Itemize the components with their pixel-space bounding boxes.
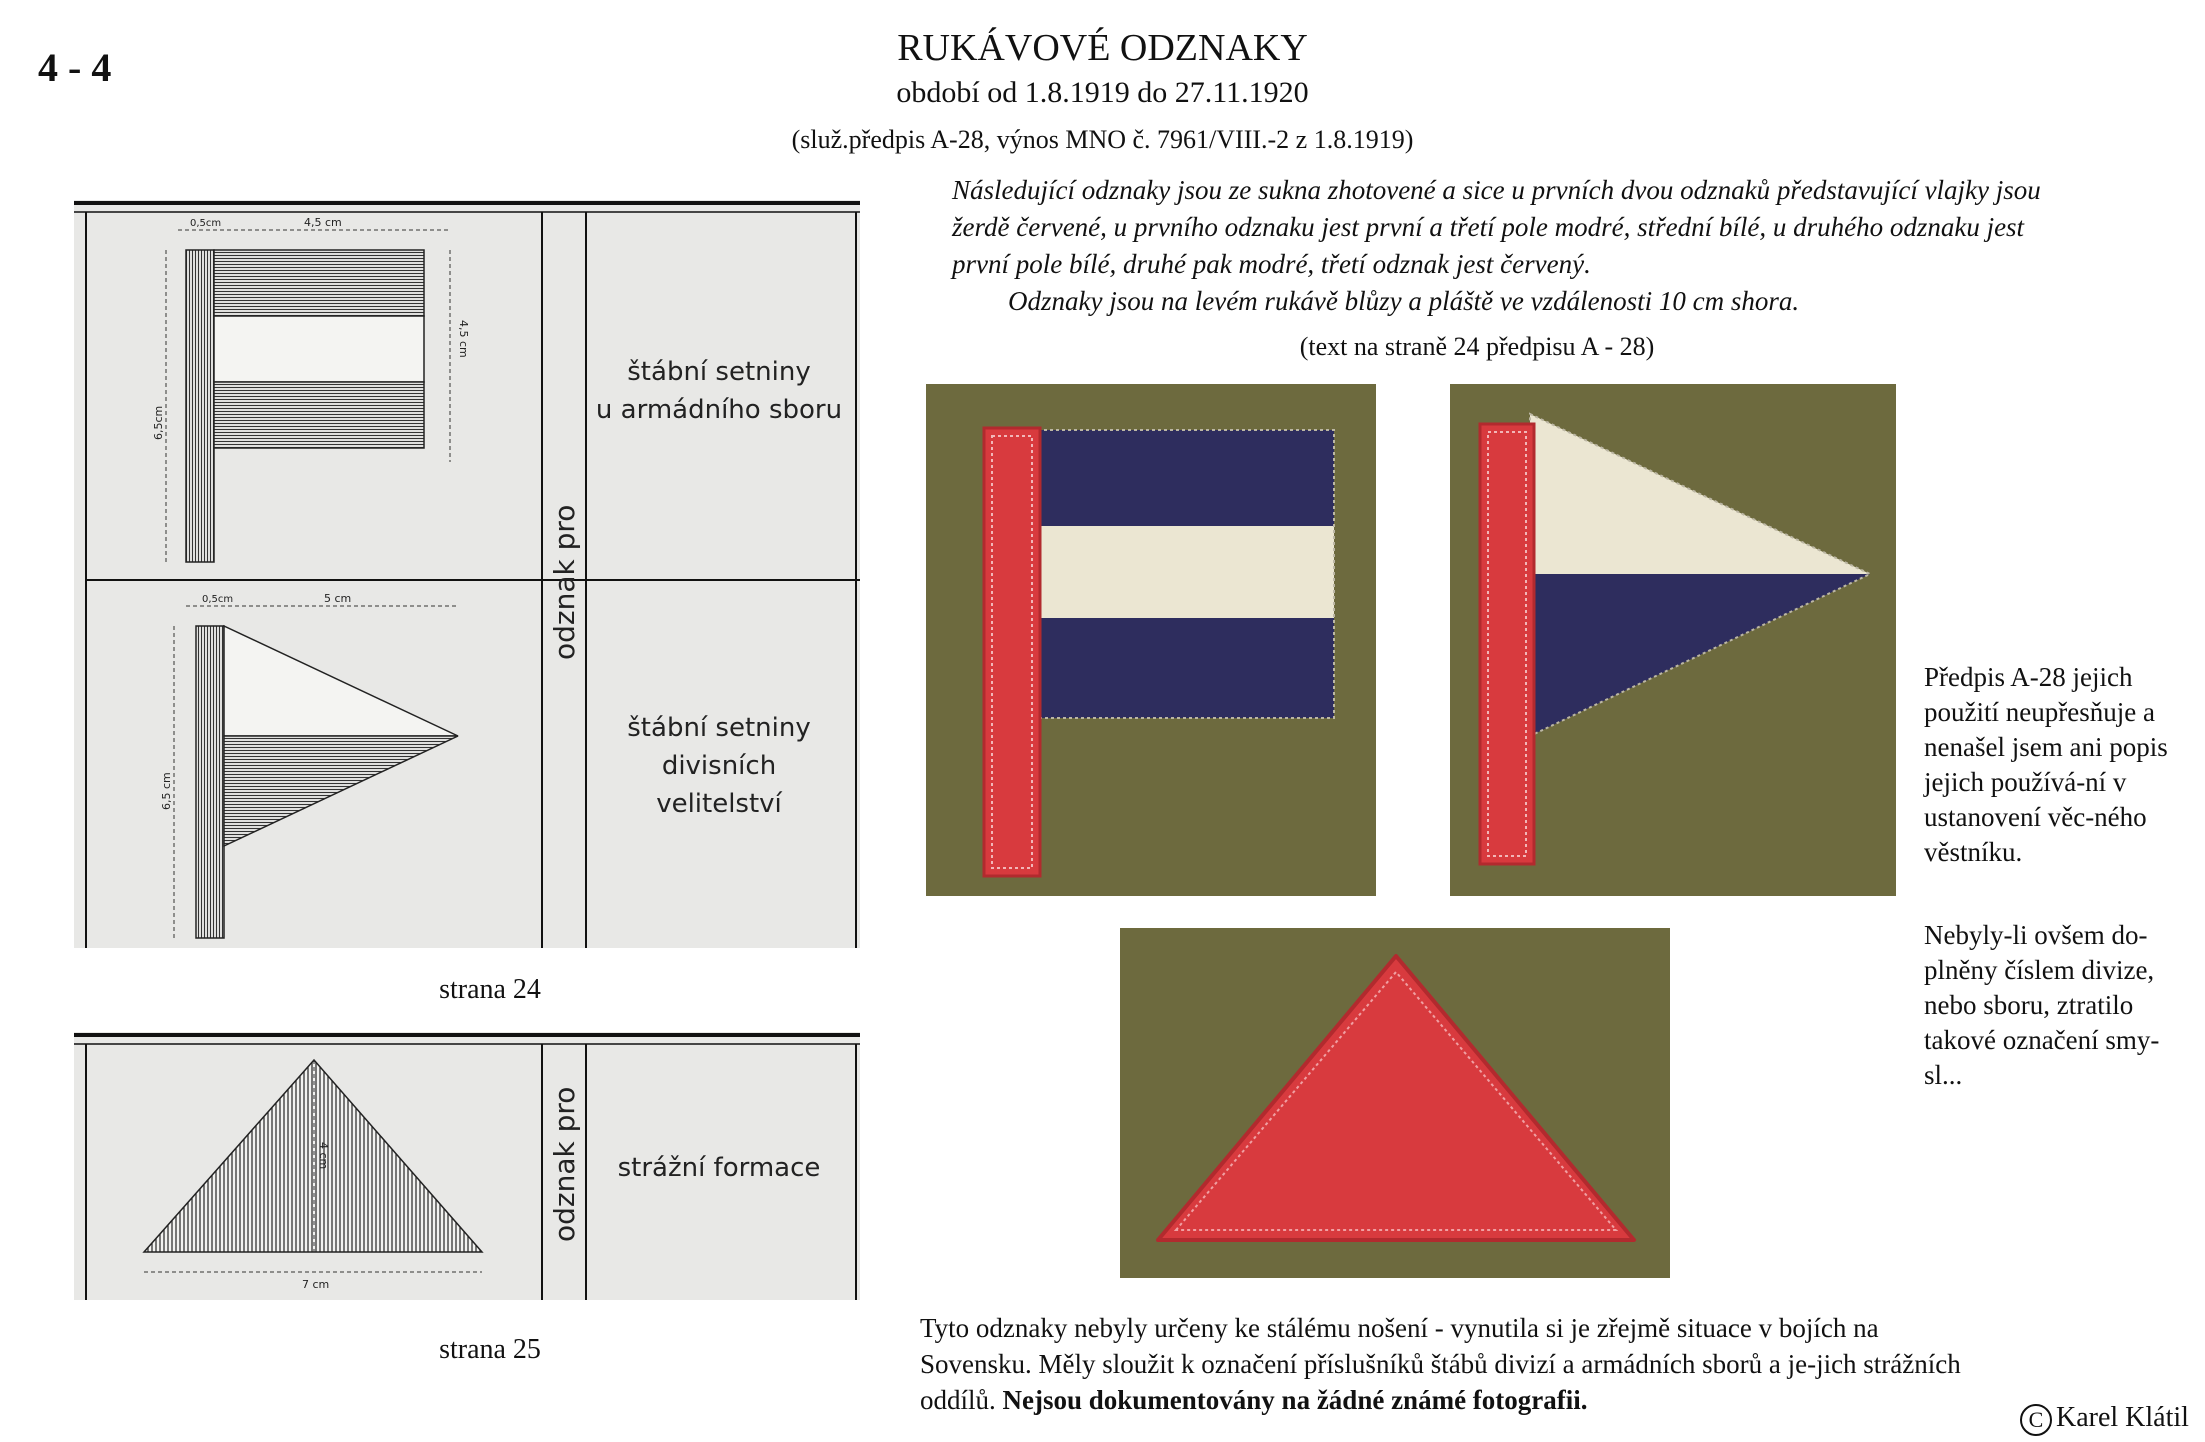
- triangle-badge-drawing: [144, 1060, 482, 1252]
- pennant-badge-graphic: [1450, 384, 1896, 896]
- page-number: 4 - 4: [38, 45, 112, 90]
- page-title: RUKÁVOVÉ ODZNAKY: [897, 27, 1308, 69]
- photo-triangle-badge: [1120, 928, 1670, 1278]
- photo-pennant-badge: [1450, 384, 1896, 896]
- period-subtitle: období od 1.8.1919 do 27.11.1920: [896, 76, 1309, 109]
- vertical-label-odznak-pro-2: odznak pro: [548, 1086, 581, 1242]
- dim-base-label: 7 cm: [302, 1278, 330, 1291]
- scan-page-24-drawing: [74, 200, 860, 948]
- flag1-bottom-stripe: [214, 382, 424, 448]
- dim-flag-width-label: 4,5 cm: [304, 216, 342, 229]
- dim-pennant-width-label: 5 cm: [324, 592, 352, 605]
- dim-pole-label: 0,5cm: [190, 218, 222, 229]
- scan-page-25: [74, 1032, 860, 1300]
- triangle-badge-graphic: [1120, 928, 1670, 1278]
- dim-total-height-label: 6,5cm: [152, 405, 165, 440]
- pennant-bottom-half: [224, 736, 458, 846]
- pennant-top-half: [224, 626, 458, 736]
- caption-page-24: strana 24: [439, 974, 541, 1005]
- row1-label-line2: u armádního sboru: [595, 395, 843, 425]
- row-label-strazni-formace: strážní formace: [617, 1153, 821, 1183]
- copyright-author: Karel Klátil: [2056, 1402, 2189, 1433]
- flag1-pole: [186, 250, 214, 562]
- description-text: [952, 172, 2082, 320]
- description-source: (text na straně 24 předpisu A - 28): [1299, 332, 1655, 361]
- pennant-pole: [196, 626, 224, 938]
- copyright-icon: C: [2020, 1404, 2052, 1436]
- dim-total-height2-label: 6,5 cm: [160, 772, 173, 810]
- flag1-top-stripe: [214, 250, 424, 316]
- row2-label-line2: divisních: [661, 751, 777, 781]
- description-paragraph-1: Následující odznaky jsou ze sukna zhotovené a sice u prvních dvou odznaků představující vlajky jsou žerdě červené, u prvního odznaku jest první a třetí pole modré, střední bílé, u druhého odznaku jest první pole bílé, druhé pak modré, třetí odznak jest červený.: [952, 175, 2041, 279]
- bottom-note: [920, 1310, 1990, 1418]
- dim-flag-height-label: 4,5 cm: [457, 320, 470, 358]
- side-note-2: Nebyly-li ovšem do-plněny číslem divize, nebo sboru, ztratilo takové označení smy-sl...: [1924, 920, 2160, 1090]
- row2-label-line3: velitelství: [656, 789, 782, 819]
- caption-page-25: strana 25: [439, 1334, 541, 1365]
- photo-flag-badge: [926, 384, 1376, 896]
- side-note-1: Předpis A-28 jejich použití neupřesňuje a nenašel jsem ani popis jejich používá-ní v ustanovení věc-ného věstníku.: [1924, 662, 2168, 867]
- bottom-note-bold: Nejsou dokumentovány na žádné známé fotografii.: [1002, 1385, 1588, 1415]
- row1-label-line1: štábní setniny: [627, 357, 811, 387]
- row2-label-line1: štábní setniny: [627, 713, 811, 743]
- dim-height-label: 4 cm: [317, 1142, 330, 1170]
- flag1-middle-stripe: [214, 316, 424, 382]
- flag-badge-graphic: [926, 384, 1376, 896]
- dim-pole2-label: 0,5cm: [202, 594, 234, 605]
- scan-page-24: [74, 200, 860, 948]
- copyright: [2020, 1402, 2189, 1436]
- regulation-reference: (služ.předpis A-28, výnos MNO č. 7961/VIII.-2 z 1.8.1919): [791, 125, 1414, 154]
- vertical-label-odznak-pro: odznak pro: [548, 504, 581, 660]
- bottom-note-text: Tyto odznaky nebyly určeny ke stálému nošení - vynutila si je zřejmě situace v bojích na Sovensku. Měly sloužit k označení příslušníků štábů divizí a armádních sborů a je-jich strážních oddílů.: [920, 1313, 1961, 1415]
- description-paragraph-2: Odznaky jsou na levém rukávě blůzy a pláště ve vzdálenosti 10 cm shora.: [1008, 286, 1800, 316]
- scan-page-25-drawing: [74, 1032, 860, 1300]
